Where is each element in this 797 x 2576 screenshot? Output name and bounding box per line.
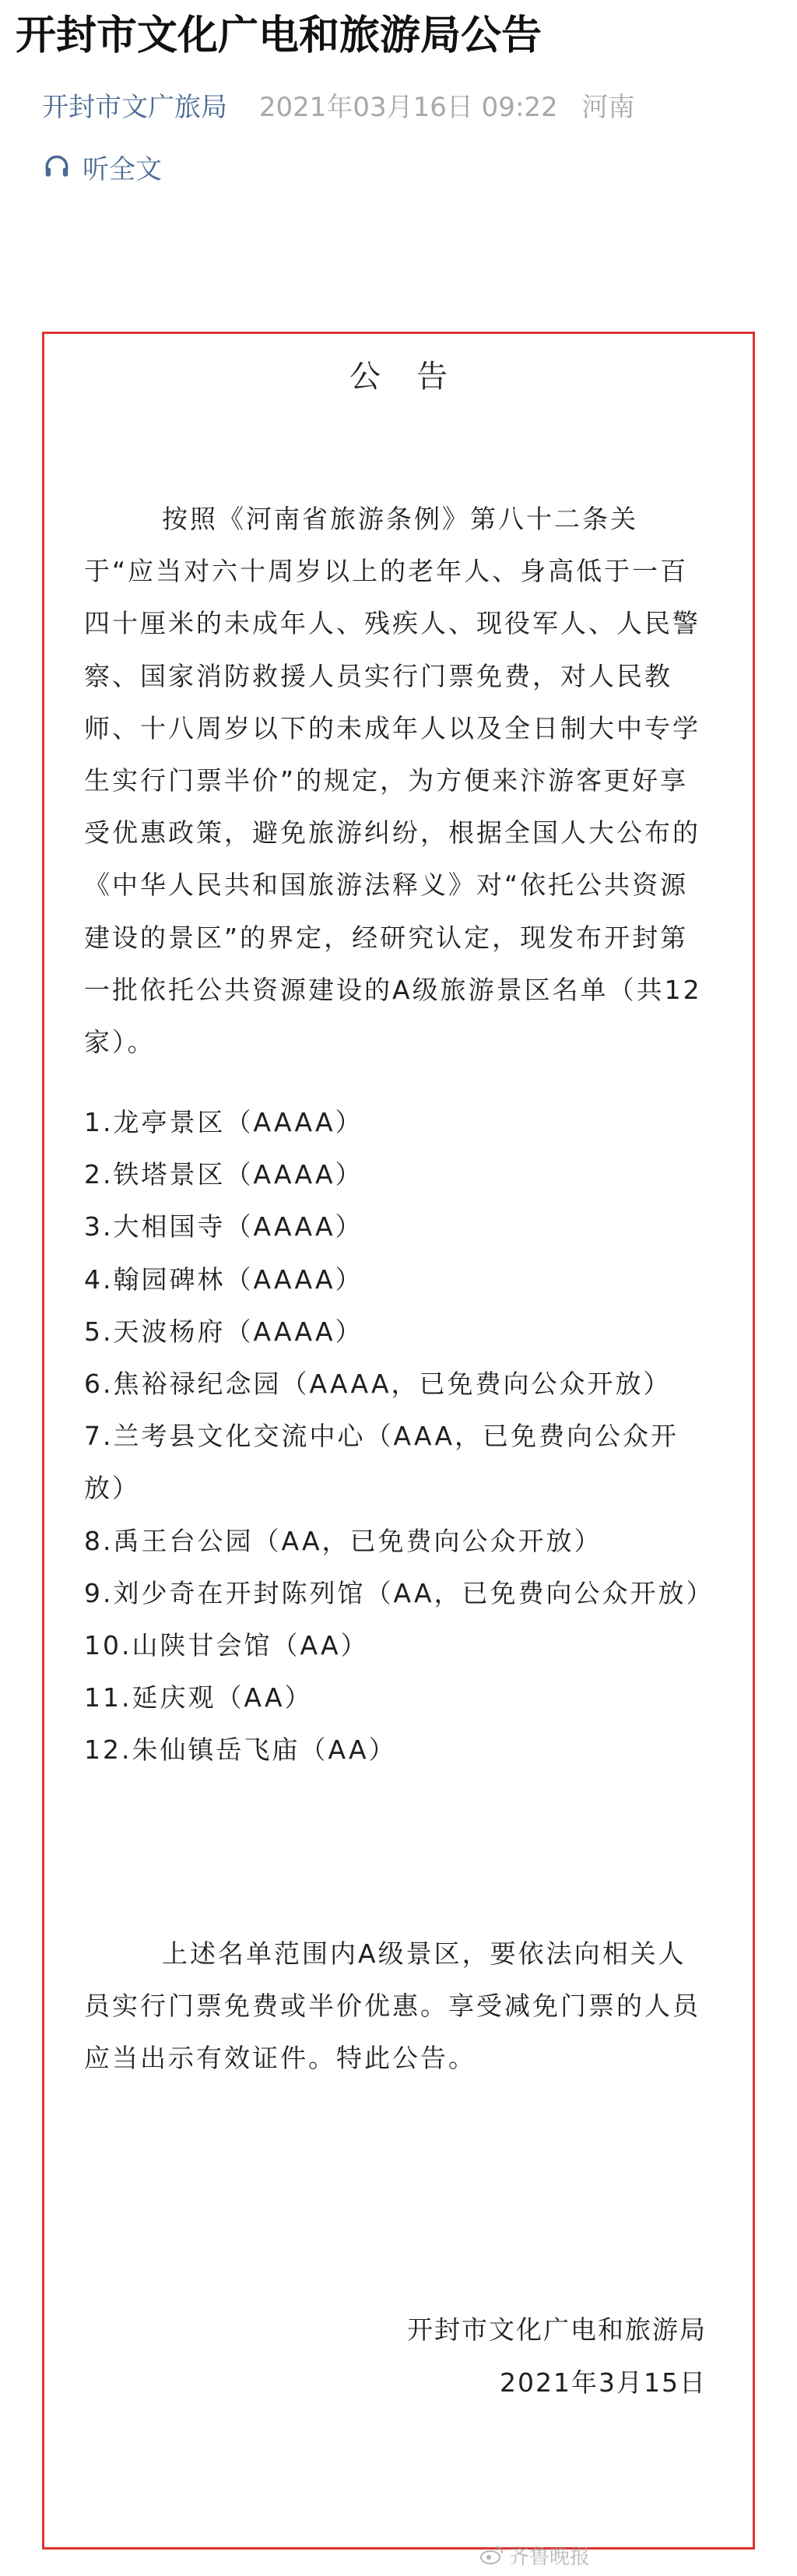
list-item: 5.天波杨府（AAAA） — [84, 1316, 363, 1347]
list-item: 6.焦裕禄纪念园（AAAA，已免费向公众开放） — [84, 1369, 672, 1400]
notice-heading: 公告 — [349, 359, 483, 395]
scenic-spot-list — [84, 1096, 714, 1776]
watermark-text: 齐鲁晚报 — [509, 2545, 591, 2569]
signature-organization: 开封市文化广电和旅游局 — [407, 2314, 707, 2345]
page-title: 开封市文化广电和旅游局公告 — [16, 12, 542, 59]
list-item: 3.大相国寺（AAAA） — [84, 1211, 363, 1242]
notice-intro-paragraph: 按照《河南省旅游条例》第八十二条关于“应当对六十周岁以上的老年人、身高低于一百四十厘米的未成年人、残疾人、现役军人、人民警察、国家消防救援人员实行门票免费，对人民教师、十八周岁以下的未成年人以及全日制大中专学生实行门票半价”的规定，为方便来汴游客更好享受优惠政策，避免旅游纠纷，根据全国人大公布的《中华人民共和国旅游法释义》对“依托公共资源建设的景区”的界定，经研究认定，现发布开封第一批依托公共资源建设的A级旅游景区名单（共12家）。 — [84, 504, 702, 1058]
signature-date: 2021年3月15日 — [500, 2367, 707, 2398]
list-item: 10.山陕甘会馆（AA） — [84, 1630, 369, 1661]
region-label: 河南 — [581, 92, 635, 123]
list-item: 4.翰园碑林（AAAA） — [84, 1263, 363, 1295]
article-meta — [42, 87, 634, 128]
weibo-icon — [479, 2544, 504, 2566]
list-item: 9.刘少奇在开封陈列馆（AA，已免费向公众开放） — [84, 1577, 714, 1608]
publish-date: 2021年03月16日 09:22 — [258, 92, 558, 123]
source-watermark — [479, 2539, 590, 2571]
source-link[interactable]: 开封市文广旅局 — [42, 92, 227, 123]
headphones-icon — [42, 152, 72, 181]
list-item: 1.龙亭景区（AAAA） — [84, 1107, 363, 1137]
list-item: 12.朱仙镇岳飞庙（AA） — [84, 1734, 397, 1766]
list-item: 11.延庆观（AA） — [84, 1682, 313, 1713]
list-item: 2.铁塔景区（AAAA） — [84, 1159, 363, 1190]
listen-full-text-button[interactable] — [42, 146, 162, 187]
listen-label: 听全文 — [83, 153, 162, 185]
list-item: 7.兰考县文化交流中心（AAA，已免费向公众开放） — [84, 1421, 679, 1504]
list-item: 8.禹王台公园（AA，已免费向公众开放） — [84, 1525, 602, 1556]
notice-closing-paragraph: 上述名单范围内A级景区，要依法向相关人员实行门票免费或半价优惠。享受减免门票的人员应当出示有效证件。特此公告。 — [84, 1938, 700, 2074]
